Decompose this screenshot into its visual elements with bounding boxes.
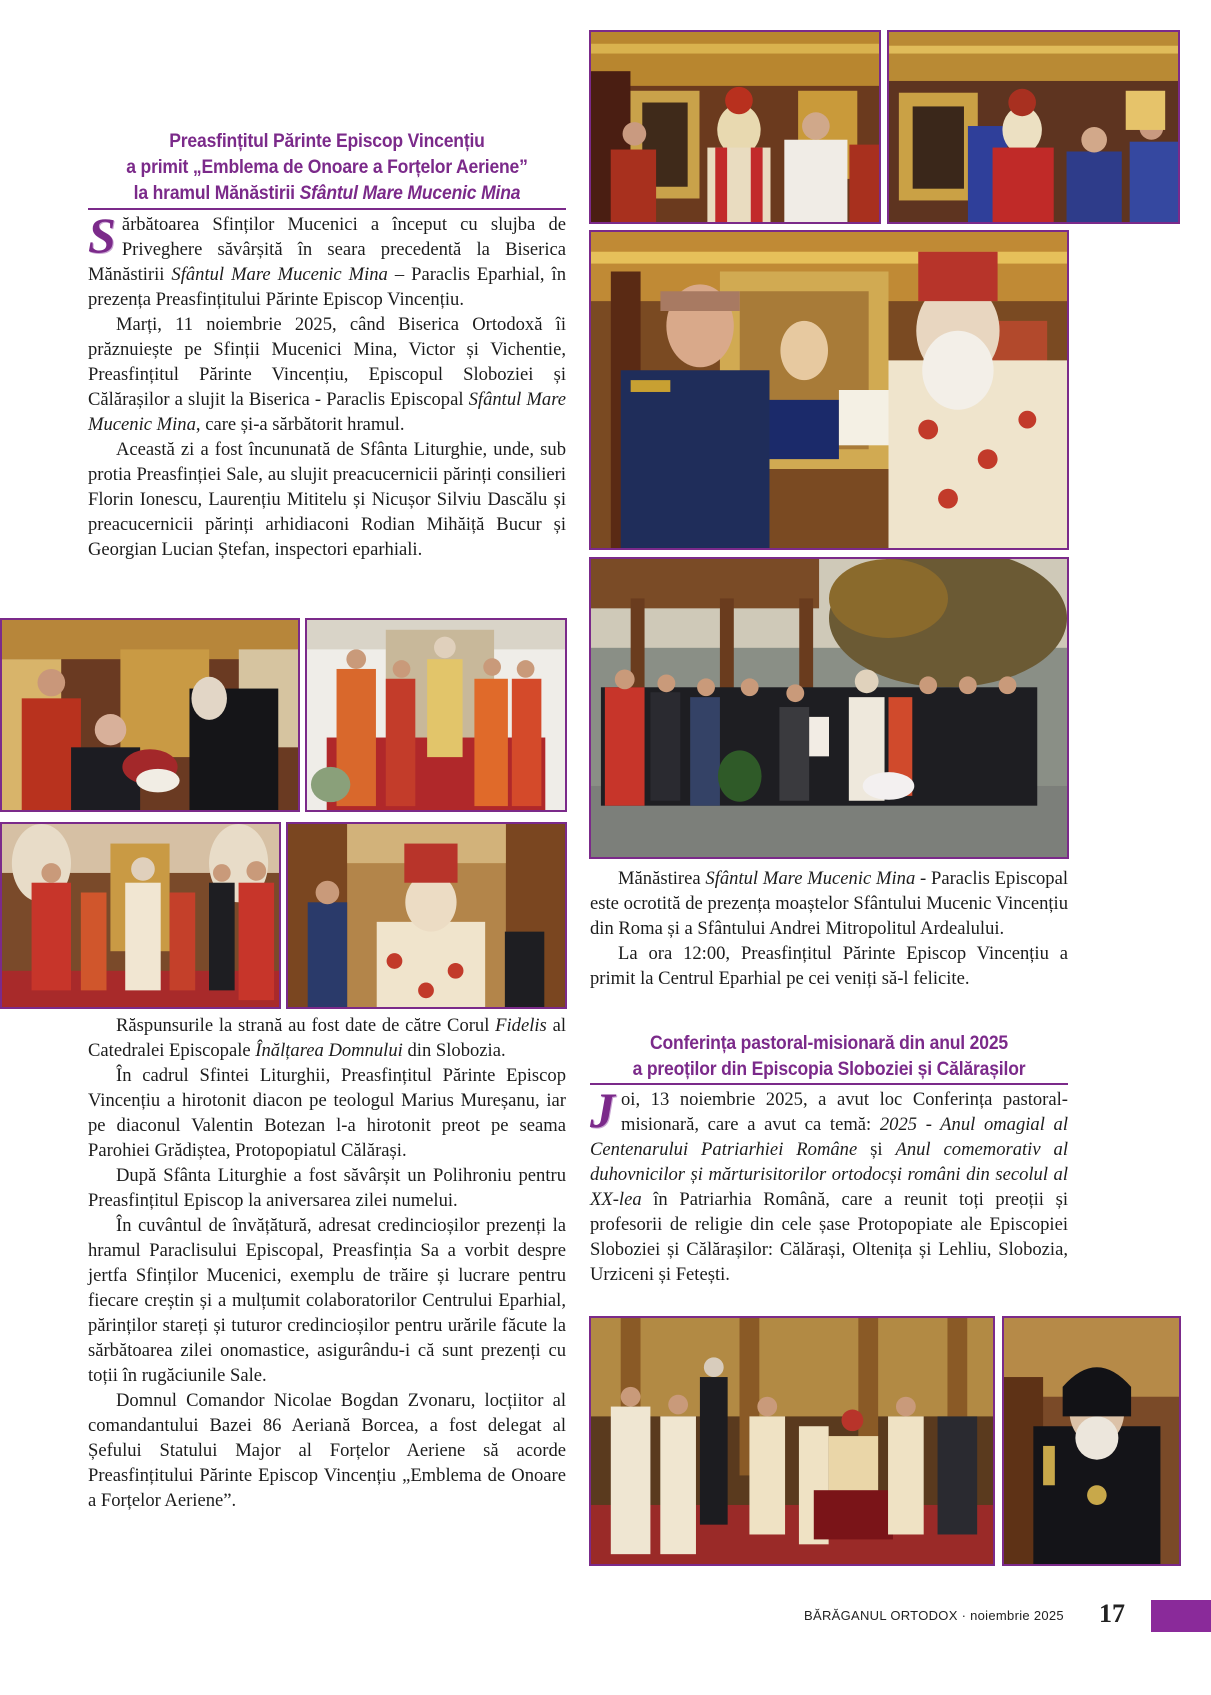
article2-title-rule <box>590 1083 1068 1085</box>
photo-procession-nave <box>0 822 281 1009</box>
page-number: 17 <box>1099 1599 1125 1628</box>
article1-body-top <box>88 207 566 562</box>
drop-cap-j: J <box>590 1082 615 1138</box>
article1-body-right <box>590 866 1068 991</box>
photo-bishop-blessing <box>286 822 567 1009</box>
article2-paragraph-1: Joi, 13 noiembrie 2025, a avut loc Conferința pastoral-misionară, care a avut ca temă: 2025 - Anul omagial al Centenarului Patriarhiei Române și Anul comemorativ al duhovnicilor și mărturisitorilor ortodocși români din secolul al XX-lea în Patriarhia Română, care a reunit toți preoții și profesorii de religie din cele șase Protopopiate ale Episcopiei Sloboziei și Călărașilor: Călărași, Oltenița și Lehliu, Slobozia, Urziceni și Fetești. <box>590 1082 1068 1285</box>
photo-clergy-altar-steps <box>305 618 567 812</box>
paragraph-8: Domnul Comandor Nicolae Bogdan Zvonaru, locțiitor al comandantului Bazei 86 Aeriană Borcea, a fost delegat al Șefului Statului Major al Forțelor Aeriene să acorde Preasfințitului Părinte Episcop Vincențiu „Emblema de Onoare a Forțelor Aeriene”. <box>88 1390 566 1511</box>
paragraph-5: În cadrul Sfintei Liturghii, Preasfințitul Părinte Episcop Vincențiu a hirotonit diacon pe teologul Marius Mureșanu, iar pe diaconul Valentin Botezan l-a hirotonit preot pe seama Parohiei Grădiștea, Protopopiatul Călărași. <box>88 1065 566 1161</box>
article1-title <box>112 128 542 206</box>
paragraph-2: Marți, 11 noiembrie 2025, când Biserica Ortodoxă îi prăznuiește pe Sfinții Mucenici Mina, Victor și Vichentie, Preasfințitul Părinte Vincențiu, Episcopul Sloboziei și Călărașilor a slujit la Biserica - Paraclis Episcopal Sfântul Mare Mucenic Mina, care și-a sărbătorit hramul. <box>88 314 566 435</box>
article2-title-line2: a preoților din Episcopia Sloboziei și Călărașilor <box>632 1058 1026 1080</box>
paragraph-3: Această zi a fost încununată de Sfânta Liturghie, unde, sub protia Preasfinției Sale, au slujit preacucernicii părinți consilieri Florin Ionescu, Laurențiu Mititelu și Nicușor Silviu Dascălu și preacucernicii părinți arhidiaconi Rodian Mihăiță Bucur și Georgian Lucian Ștefan, inspectori eparhiali. <box>88 439 566 560</box>
article2-title <box>614 1030 1044 1082</box>
photo-bishop-portrait <box>1002 1316 1181 1566</box>
paragraph-9: Mănăstirea Sfântul Mare Mucenic Mina - Paraclis Episcopal este ocrotită de prezența moaștelor Sfântului Mucenic Vincențiu din Roma și a Sfântului Andrei Mitropolitul Ardealului. <box>590 868 1068 939</box>
article1-title-rule <box>88 208 566 210</box>
article1-title-line3: la hramul Mănăstirii Sfântul Mare Mucenic Mina <box>133 182 521 204</box>
page-edge-tab <box>1151 1600 1211 1632</box>
photo-conference-cathedral <box>589 1316 995 1566</box>
paragraph-4: Răspunsurile la strană au fost date de către Corul Fidelis al Catedralei Episcopale Înălțarea Domnului din Slobozia. <box>88 1015 566 1061</box>
photo-clergy-icon-left <box>589 30 881 224</box>
paragraph-6: După Sfânta Liturghie a fost săvârșit un Polihroniu pentru Preasfințitul Episcop la aniversarea zilei numelui. <box>88 1165 566 1211</box>
article2-title-line1: Conferința pastoral-misionară din anul 2025 <box>650 1032 1008 1054</box>
photo-boy-flowers <box>0 618 300 812</box>
article1-body-bottom <box>88 1013 566 1513</box>
article2-body <box>590 1082 1068 1287</box>
article1-title-line1: Preasfințitul Părinte Episcop Vincențiu <box>169 130 485 152</box>
photo-group-courtyard <box>589 557 1069 859</box>
paragraph-1: Sărbătoarea Sfinților Mucenici a început cu slujba de Priveghere săvârșită în seara precedentă la Biserica Mănăstirii Sfântul Mare Mucenic Mina – Paraclis Eparhial, în prezența Preasfințitului Părinte Episcop Vincențiu. <box>88 207 566 310</box>
footer-publication: BĂRĂGANUL ORTODOX · noiembrie 2025 <box>804 1608 1064 1623</box>
paragraph-7: În cuvântul de învățătură, adresat credincioșilor prezenți la hramul Paraclisului Episcopal, Preasfinția Sa a vorbit despre jertfa Sfinților Mucenici, exemplu de trăire și lucrare pentru fiecare creștin și a mulțumit colaboratorilor Centrului Eparhial, părinților stareți și tuturor credincioșilor pentru urările făcute la sărbătoarea zilei onomastice, asigurându-i că sunt prezenți cu toții în rugăciunile Sale. <box>88 1215 566 1386</box>
drop-cap-s: S <box>88 207 116 263</box>
photo-clergy-icon-right <box>887 30 1180 224</box>
article1-title-line2: a primit „Emblema de Onoare a Forțelor Aeriene” <box>126 156 528 178</box>
photo-emblem-award <box>589 230 1069 550</box>
paragraph-10: La ora 12:00, Preasfințitul Părinte Episcop Vincențiu a primit la Centrul Eparhial pe cei veniți să-l felicite. <box>590 943 1068 989</box>
